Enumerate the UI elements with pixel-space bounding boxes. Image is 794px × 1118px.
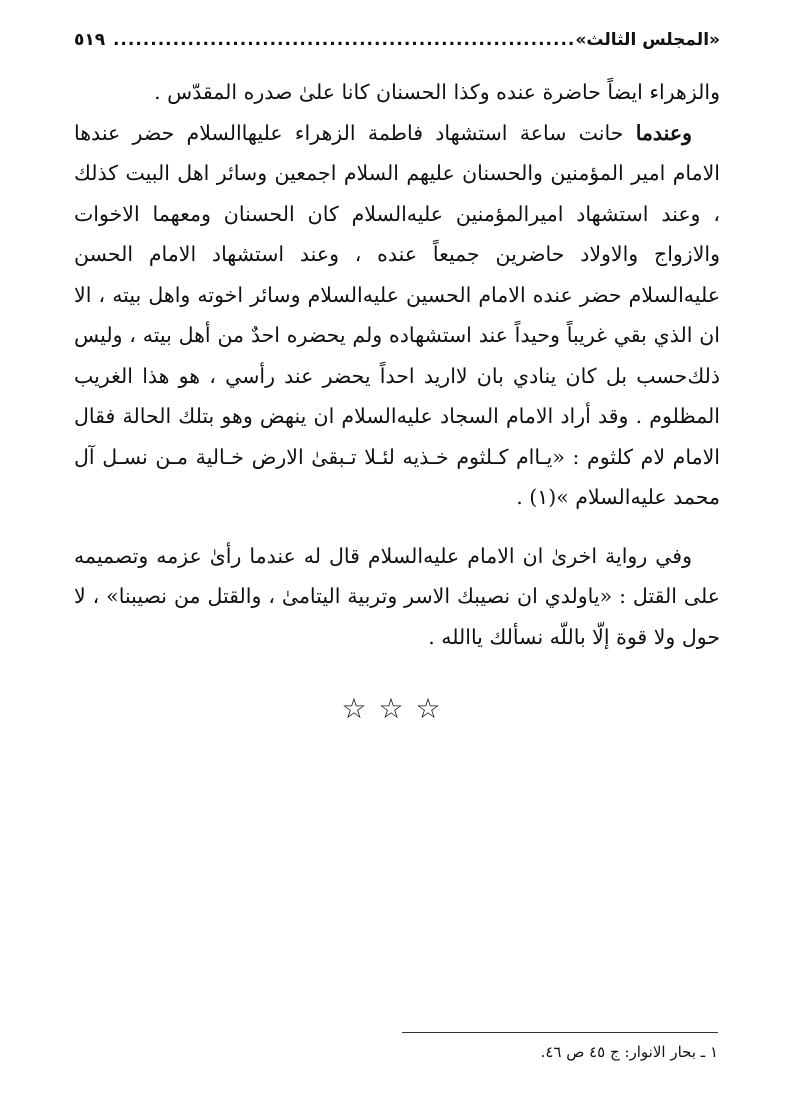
paragraph	[74, 72, 720, 113]
page-number: ٥١٩	[74, 30, 106, 50]
paragraph-lead-word: وعندما	[635, 120, 692, 145]
paragraph-text: وفي رواية اخرىٰ ان الامام عليه‌السلام قال له عندما رأىٰ عزمه وتصميمه على القتل : «ياولدي ان نصيبك الاسر وتربية اليتامىٰ ، والقتل من نصيبنا» ، لا حول ولا قوة إلّا باللّه نسألك ياالله .	[74, 543, 720, 649]
paragraph	[74, 536, 720, 658]
paragraph-text: والزهراء ايضاً حاضرة عنده وكذا الحسنان كانا علىٰ صدره المقدّس .	[154, 80, 720, 104]
paragraph-text: حانت ساعة استشهاد فاطمة الزهراء عليها‌السلام حضر عندها الامام امير المؤمنين والحسنان عليهم السلام اجمعين وسائر اهل البيت كذلك ، وعند استشهاد اميرالمؤمنين عليه‌السلام كان الحسنان ومعهما الاخوات والازواج والاولاد حاضرين جميعاً عنده ، وعند استشهاد الامام الحسن عليه‌السلام حضر عنده الامام الحسين عليه‌السلام وسائر اخوته واهل بيته ، الا ان الذي بقي غريباً وحيداً عند استشهاده ولم يحضره احدٌ من أهل بيته ، وليس ذلك‌حسب بل كان ينادي بان لااريد احداً يحضر عند رأسي ، هو هذا الغريب المظلوم . وقد أراد الامام السجاد عليه‌السلام ان ينهض وهو بتلك الحالة فقال الامام لام كلثوم : «يـاام كـلثوم خـذيه لئـلا تـبقىٰ الارض خـالية مـن نسـل آل محمد عليه‌السلام »(١) .	[74, 120, 720, 509]
chapter-title: «المجلس الثالث»	[575, 30, 720, 50]
footnote-divider	[402, 1032, 718, 1033]
paragraph	[74, 113, 720, 518]
footnote: ١ ـ بحار الانوار: ج ٤٥ ص ٤٦.	[540, 1043, 718, 1061]
header-leader-dots: ..............................................................	[112, 30, 576, 50]
section-separator-stars: ☆☆☆	[341, 692, 453, 725]
main-text	[74, 72, 720, 657]
running-header	[74, 30, 720, 56]
